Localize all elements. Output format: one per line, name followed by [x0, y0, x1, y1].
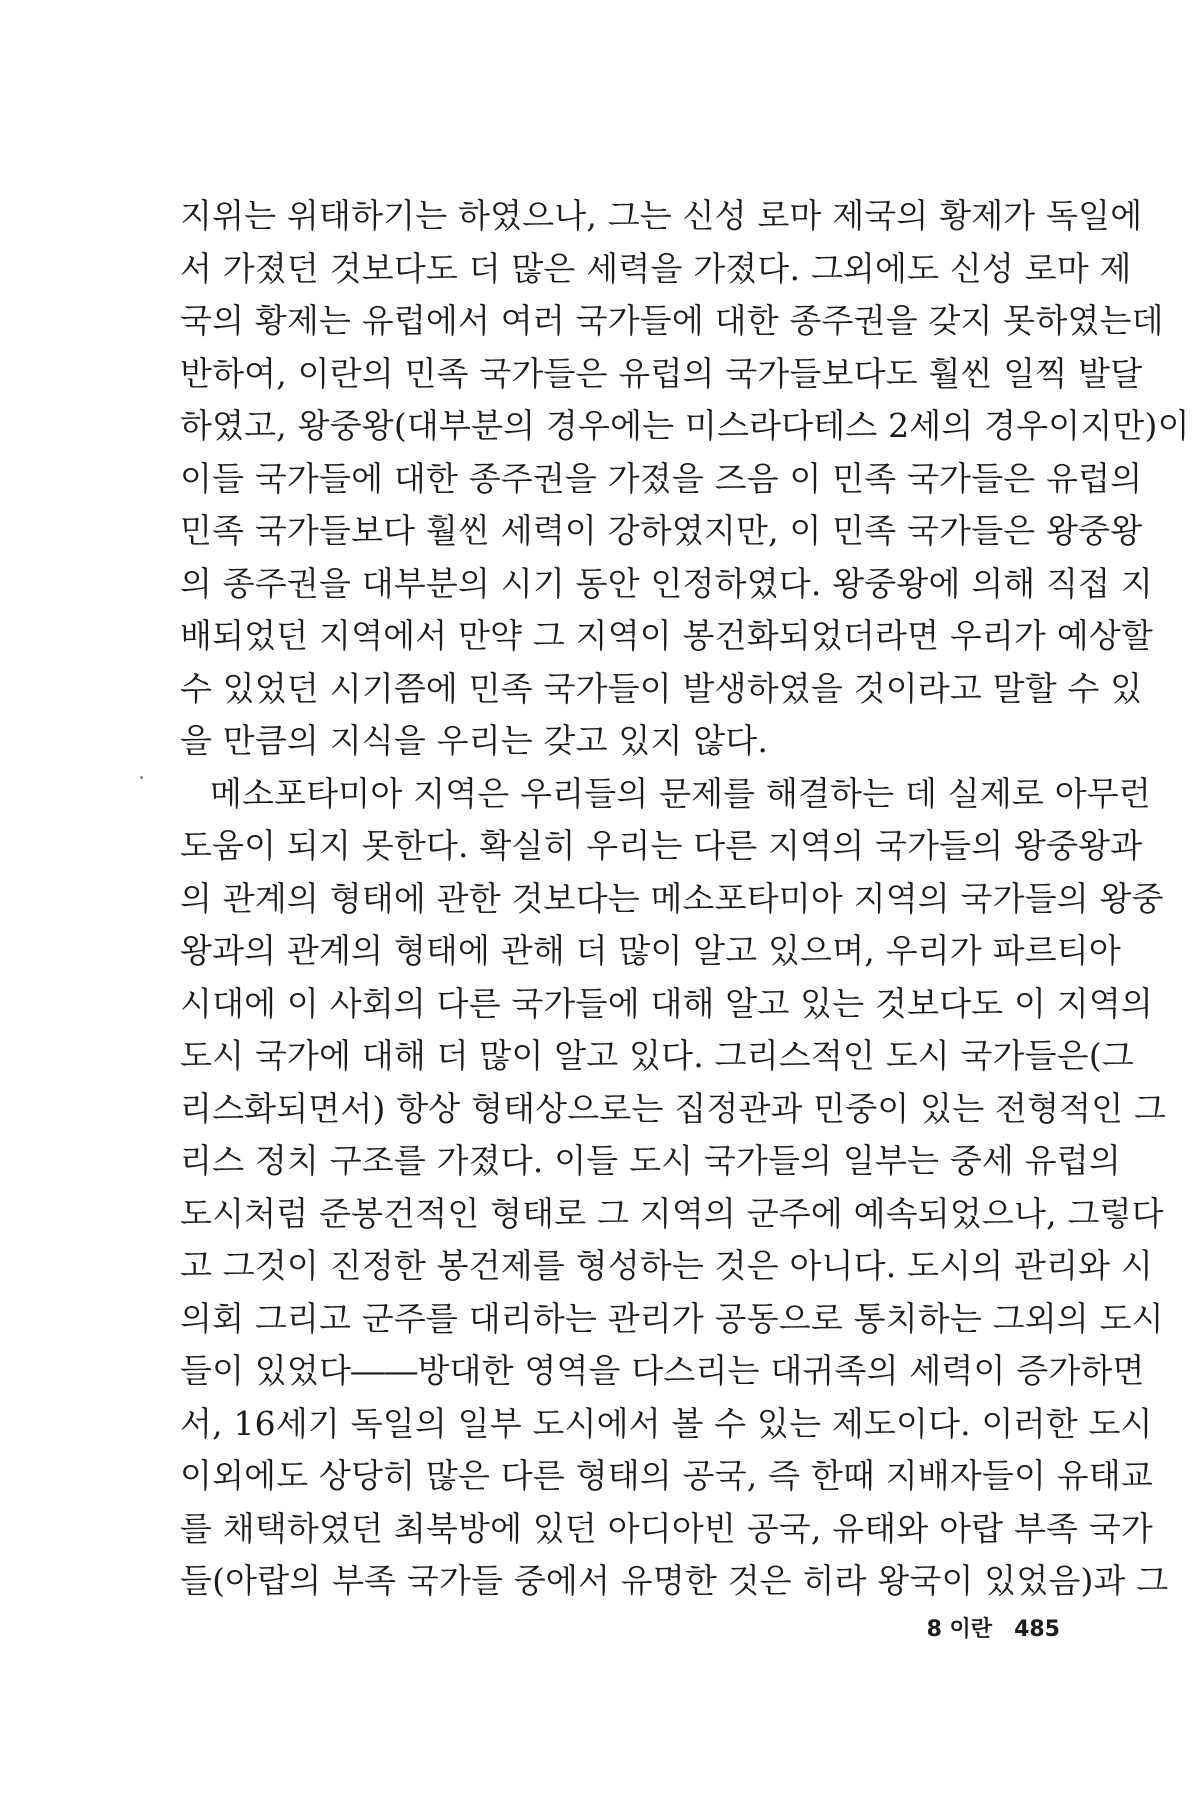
text-line: 민족 국가들보다 훨씬 세력이 강하였지만, 이 민족 국가들은 왕중왕 — [180, 511, 1143, 550]
text-line: 고 그것이 진정한 봉건제를 형성하는 것은 아니다. 도시의 관리와 시 — [180, 1246, 1154, 1285]
text-line: 반하여, 이란의 민족 국가들은 유럽의 국가들보다도 훨씬 일찍 발달 — [180, 353, 1143, 393]
text-line: 도움이 되지 못한다. 확실히 우리는 다른 지역의 국가들의 왕중왕과 — [180, 826, 1143, 865]
text-line: 의 종주권을 대부분의 시기 동안 인정하였다. 왕중왕에 의해 직접 지 — [180, 563, 1154, 603]
scan-speck — [140, 776, 143, 779]
text-line: 지위는 위태하기는 하였으나, 그는 신성 로마 제국의 황제가 독일에 — [180, 196, 1143, 235]
text-line: 도시처럼 준봉건적인 형태로 그 지역의 군주에 예속되었으나, 그렇다 — [180, 1193, 1164, 1233]
paragraph-first-line: 메소포타미아 지역은 우리들의 문제를 해결하는 데 실제로 아무런 — [210, 773, 1151, 813]
text-line: 이들 국가들에 대한 종주권을 가졌을 즈음 이 민족 국가들은 유럽의 — [180, 458, 1143, 498]
text-line: 서 가졌던 것보다도 더 많은 세력을 가졌다. 그외에도 신성 로마 제 — [180, 248, 1132, 288]
text-line: 수 있었던 시기쯤에 민족 국가들이 발생하였을 것이라고 말할 수 있 — [180, 668, 1143, 708]
text-line: 리스화되면서) 항상 형태상으로는 집정관과 민중이 있는 전형적인 그 — [180, 1088, 1167, 1128]
page-footer — [927, 1612, 1060, 1643]
text-line: 국의 황제는 유럽에서 여러 국가들에 대한 종주권을 갖지 못하였는데 — [180, 301, 1164, 340]
text-line: 의 관계의 형태에 관한 것보다는 메소포타미아 지역의 국가들의 왕중 — [180, 878, 1164, 918]
text-line: 왕과의 관계의 형태에 관해 더 많이 알고 있으며, 우리가 파르티아 — [180, 931, 1121, 970]
text-line: 하였고, 왕중왕(대부분의 경우에는 미스라다테스 2세의 경우이지만)이 — [180, 406, 1190, 445]
body-text — [180, 190, 1190, 1608]
text-line: 들이 있었다――방대한 영역을 다스리는 대귀족의 세력이 증가하면 — [180, 1351, 1145, 1390]
chapter-label: 8 이란 — [926, 1617, 993, 1642]
text-line: 를 채택하였던 최북방에 있던 아디아빈 공국, 유태와 아랍 부족 국가 — [180, 1508, 1154, 1548]
text-line: 의회 그리고 군주를 대리하는 관리가 공동으로 통치하는 그외의 도시 — [180, 1298, 1164, 1338]
text-line: 배되었던 지역에서 만약 그 지역이 봉건화되었더라면 우리가 예상할 — [180, 616, 1154, 655]
text-line: 이외에도 상당히 많은 다른 형태의 공국, 즉 한때 지배자들이 유태교 — [180, 1456, 1154, 1495]
text-line: 시대에 이 사회의 다른 국가들에 대해 알고 있는 것보다도 이 지역의 — [180, 983, 1154, 1023]
text-line: 도시 국가에 대해 더 많이 알고 있다. 그리스적인 도시 국가들은(그 — [180, 1036, 1134, 1075]
page-number: 485 — [1014, 1617, 1060, 1642]
text-line: 서, 16세기 독일의 일부 도시에서 볼 수 있는 제도이다. 이러한 도시 — [180, 1403, 1153, 1443]
text-line: 을 만큼의 지식을 우리는 갖고 있지 않다. — [180, 721, 769, 760]
text-line: 리스 정치 구조를 가졌다. 이들 도시 국가들의 일부는 중세 유럽의 — [180, 1141, 1121, 1180]
text-line: 들(아랍의 부족 국가들 중에서 유명한 것은 히라 왕국이 있었음)과 그 — [180, 1561, 1169, 1600]
